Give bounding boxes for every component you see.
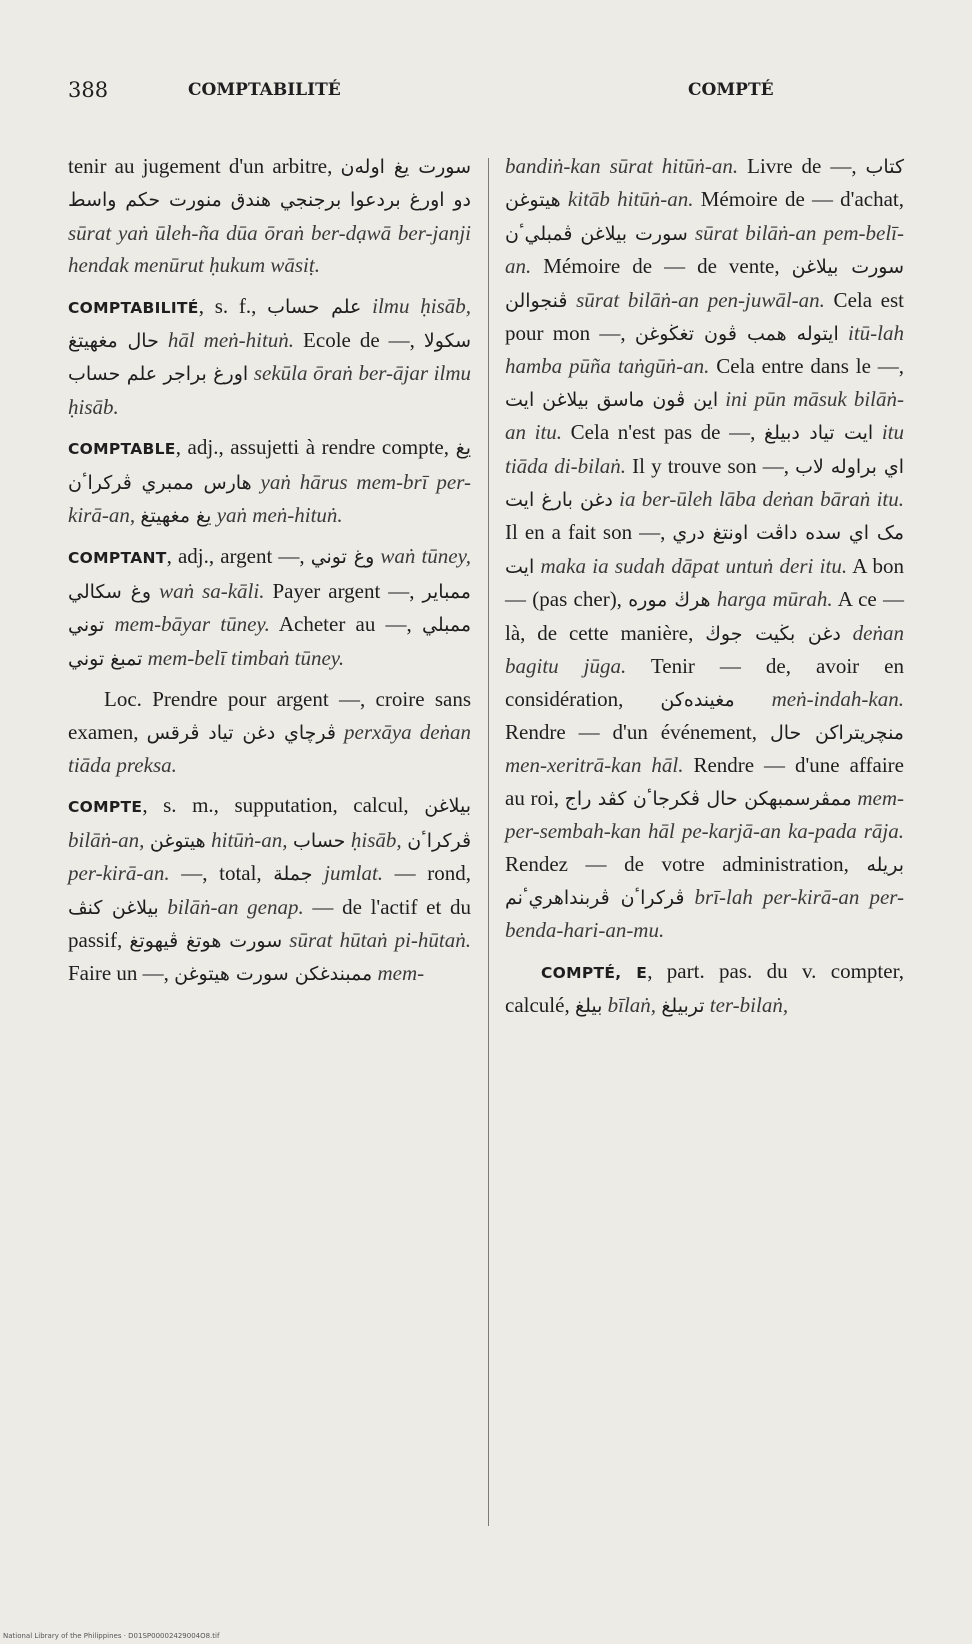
jawi-text: وغ توني — [310, 546, 375, 569]
jawi-text: بيلاغن کنڤ — [68, 896, 159, 919]
transliteration: mem- — [377, 961, 425, 986]
headword: COMPTE — [68, 798, 143, 817]
definition-text: Cela entre dans le —, — [709, 354, 904, 379]
jawi-text: ايت تياد دبيلغ — [763, 422, 874, 445]
dictionary-entry-cont2 — [505, 150, 904, 947]
definition-text — [361, 294, 372, 318]
definition-text: , adj., assujetti à rendre compte, — [175, 435, 456, 460]
definition-text — [841, 621, 853, 645]
jawi-text: حال مغهيتغ — [68, 330, 159, 353]
transliteration: per-kirā-an. — [68, 861, 170, 886]
definition-text — [688, 221, 695, 245]
definition-text — [561, 187, 568, 211]
jawi-text: سورت يغ اوله‌ن دو اورغ بردعوا برجنجي هندق منورت حکم واسط — [68, 156, 471, 212]
transliteration: yaṅ meṅ-hituṅ. — [216, 503, 343, 528]
jawi-text: يغ مغهيتغ — [140, 505, 212, 528]
jawi-text: ممباير توني — [68, 580, 471, 637]
definition-text — [873, 420, 882, 444]
dictionary-entry-comptabilite — [68, 290, 471, 424]
definition-text: A ce — là, de cette manière, — [505, 587, 905, 645]
definition-text: Cela n'est pas de —, — [562, 420, 764, 445]
dictionary-entry-comptable — [68, 431, 471, 532]
definition-text: Tenir — de, avoir en considération, — [505, 654, 904, 711]
transliteration: bilāṅ-an genap. — [167, 894, 304, 919]
jawi-text: کتاب هيتوغن — [505, 156, 904, 212]
jawi-text: بريله ڤرکراٴن ڤربنداهريٴنم — [505, 853, 904, 909]
definition-text: Acheter au —, — [269, 612, 422, 637]
dictionary-entry-loc — [68, 683, 471, 781]
page-number: 388 — [68, 78, 109, 102]
transliteration: sūrat bilāṅ-an pem-belī-an. — [505, 220, 904, 279]
jawi-text: هرڬ موره — [628, 589, 711, 612]
transliteration: hāl meṅ-hituṅ. — [167, 328, 295, 353]
transliteration: hitūṅ-an, — [211, 827, 288, 852]
transliteration: sūrat bilāṅ-an pen-juwāl-an. — [576, 287, 825, 312]
definition-text — [104, 612, 114, 636]
transliteration: waṅ tūney, — [380, 544, 472, 569]
jawi-text: اي براوله لاب دغن بارغ ايت — [505, 455, 904, 512]
definition-text: , adj., argent —, — [166, 544, 311, 569]
definition-text — [151, 579, 159, 603]
definition-text: tenir au jugement d'un arbitre, — [68, 154, 341, 178]
jawi-text: سورت هوتغ ڤيهوتغ — [129, 929, 283, 952]
definition-text: , s. f., — [198, 293, 268, 318]
dictionary-entry-cont — [68, 150, 471, 282]
transliteration: mem-belī timbaṅ tūney. — [147, 645, 345, 670]
definition-text — [336, 720, 344, 744]
transliteration: bilāṅ-an, — [68, 827, 145, 852]
dictionary-entry-compte-e — [505, 955, 904, 1023]
definition-text: —, total, — [169, 861, 274, 886]
transliteration: ia ber-ūleh lāba deṅan bāraṅ itu. — [619, 487, 904, 512]
jawi-text: وغ سکالي — [68, 580, 152, 603]
jawi-text: منچريتراکن حال — [769, 721, 904, 744]
transliteration: sūrat yaṅ ūleh-ña dūa ōraṅ ber-dạwā ber-janji hendak menūrut ḥukum wāsiṭ. — [68, 220, 471, 278]
definition-text — [567, 288, 576, 312]
transliteration: kitāb hitūṅ-an. — [567, 187, 694, 212]
definition-text: , part. pas. du v. compter, calculé, — [505, 958, 904, 1018]
scan-footer: National Library of the Philippines · D01SP00002429004O8.tif — [3, 1632, 220, 1640]
jawi-text: بيلاغن — [424, 795, 471, 818]
jawi-text: يغ هارس ممبري ڤرکراٴن — [68, 437, 471, 494]
definition-text: Rendez — de votre administration, — [505, 851, 867, 876]
right-running-head: COMPTÉ — [688, 80, 774, 100]
headword: COMPTABILITÉ — [68, 298, 199, 317]
definition-text: A bon — (pas cher), — [505, 553, 904, 612]
transliteration: ter-bilaṅ, — [709, 993, 789, 1018]
definition-text: Cela est pour mon —, — [505, 287, 905, 346]
jawi-text: بيلغ — [574, 995, 603, 1018]
definition-text: Loc. Prendre pour argent —, croire sans examen, — [68, 687, 471, 744]
jawi-text: دغن بڬيت جوڬ — [705, 622, 841, 645]
page-header — [68, 70, 904, 110]
definition-text — [159, 328, 168, 352]
transliteration: mem-bāyar tūney. — [114, 612, 270, 637]
definition-text: , s. m., supputation, calcul, — [142, 793, 425, 818]
transliteration: deṅan bagitu jūga. — [505, 620, 904, 679]
transliteration: men-xeritrā-kan hāl. — [505, 753, 684, 778]
transliteration: yaṅ hārus mem-brī per-kirā-an, — [68, 469, 471, 528]
jawi-text: ڤرچاي دغن تياد ڤرقس — [146, 721, 336, 744]
definition-text: Payer argent —, — [264, 578, 423, 603]
transliteration: harga mūrah. — [716, 587, 833, 612]
jawi-text: ممبلي تمبغ توني — [68, 614, 472, 670]
jawi-text: سورت بيلاغن ڤنجوالن — [505, 256, 904, 312]
definition-text — [252, 470, 261, 494]
definition-text: Rendre — d'un événement, — [505, 719, 770, 744]
transliteration: waṅ sa-kāli. — [159, 578, 265, 603]
jawi-text: مک اي سده داڤت اونتغ دري ايت — [505, 522, 905, 578]
jawi-text: سورت بيلاغن ڤمبليٴن — [505, 222, 688, 245]
transliteration: ilmu ḥisāb, — [372, 293, 471, 318]
jawi-text: حساب — [293, 829, 346, 852]
dictionary-entry-compte — [68, 789, 471, 990]
definition-text — [313, 861, 325, 885]
transliteration: mem-per-sembah-kan hāl pe-karjā-an ka-pada rāja. — [505, 785, 904, 844]
jawi-text: ايتوله همب ڤون تغڬوغن — [634, 323, 839, 346]
headword: COMPTANT — [68, 549, 167, 568]
definition-text: Livre de —, — [738, 154, 866, 178]
definition-text: Il y trouve son —, — [626, 453, 796, 478]
definition-text — [735, 687, 772, 711]
transliteration: jumlat. — [324, 861, 384, 886]
jawi-text: تربيلغ — [661, 995, 705, 1018]
definition-text: Rendre — d'une affaire au roi, — [505, 753, 904, 810]
right-column — [505, 150, 904, 1031]
definition-text: Il en a fait son —, — [505, 520, 673, 545]
definition-text: Ecole de —, — [294, 328, 424, 353]
transliteration: sūrat hūtaṅ pi-hūtaṅ. — [289, 927, 472, 952]
transliteration: ḥisāb, — [350, 827, 402, 852]
transliteration: perxāya deṅan tiāda preksa. — [68, 719, 472, 777]
transliteration: itū-lah hamba pūña taṅgūṅ-an. — [505, 321, 905, 379]
definition-text — [684, 885, 694, 909]
definition-text: — de l'actif et du passif, — [68, 894, 471, 952]
column-divider — [488, 158, 489, 1526]
jawi-text: هيتوغن — [149, 829, 206, 852]
definition-text — [839, 321, 848, 345]
jawi-text: علم حساب — [267, 295, 362, 318]
jawi-text: ممڤرسمبهکن حال ڤکرجاٴن کڤد راج — [564, 787, 852, 810]
transliteration: itu tiāda di-bilaṅ. — [505, 420, 904, 478]
transliteration: brī-lah per-kirā-an per-benda-hari-an-mu. — [505, 884, 905, 943]
left-column — [68, 150, 471, 999]
definition-text: Mémoire de — d'achat, — [693, 187, 905, 212]
jawi-text: اين ڤون ماسق بيلاغن ايت — [505, 388, 719, 411]
transliteration: bandiṅ-kan sūrat hitūṅ-an. — [505, 154, 739, 178]
transliteration: maka ia sudah dāpat untuṅ deri itu. — [540, 553, 848, 578]
transliteration: sekūla ōraṅ ber-ājar ilmu ḥisāb. — [68, 361, 472, 419]
transliteration: meṅ-indah-kan. — [771, 686, 904, 711]
transliteration: bīlaṅ, — [607, 993, 657, 1018]
jawi-text: ممبندغکن سورت هيتوغن — [174, 963, 373, 986]
definition-text: Faire un —, — [68, 961, 175, 986]
jawi-text: جملة — [273, 863, 313, 886]
headword: COMPTÉ, E — [541, 963, 648, 982]
jawi-text: مغينده‌کن — [660, 688, 735, 711]
headword: COMPTABLE — [68, 440, 176, 459]
jawi-text: سکولا اورغ براجر علم حساب — [68, 330, 471, 386]
definition-text: Mémoire de — de vente, — [531, 254, 792, 279]
definition-text: — rond, — [383, 861, 472, 886]
left-running-head: COMPTABILITÉ — [188, 80, 341, 100]
jawi-text: ڤرکراٴن — [407, 829, 472, 852]
transliteration: ini pūn māsuk bilāṅ-an itu. — [505, 386, 904, 445]
dictionary-entry-comptant — [68, 540, 471, 675]
